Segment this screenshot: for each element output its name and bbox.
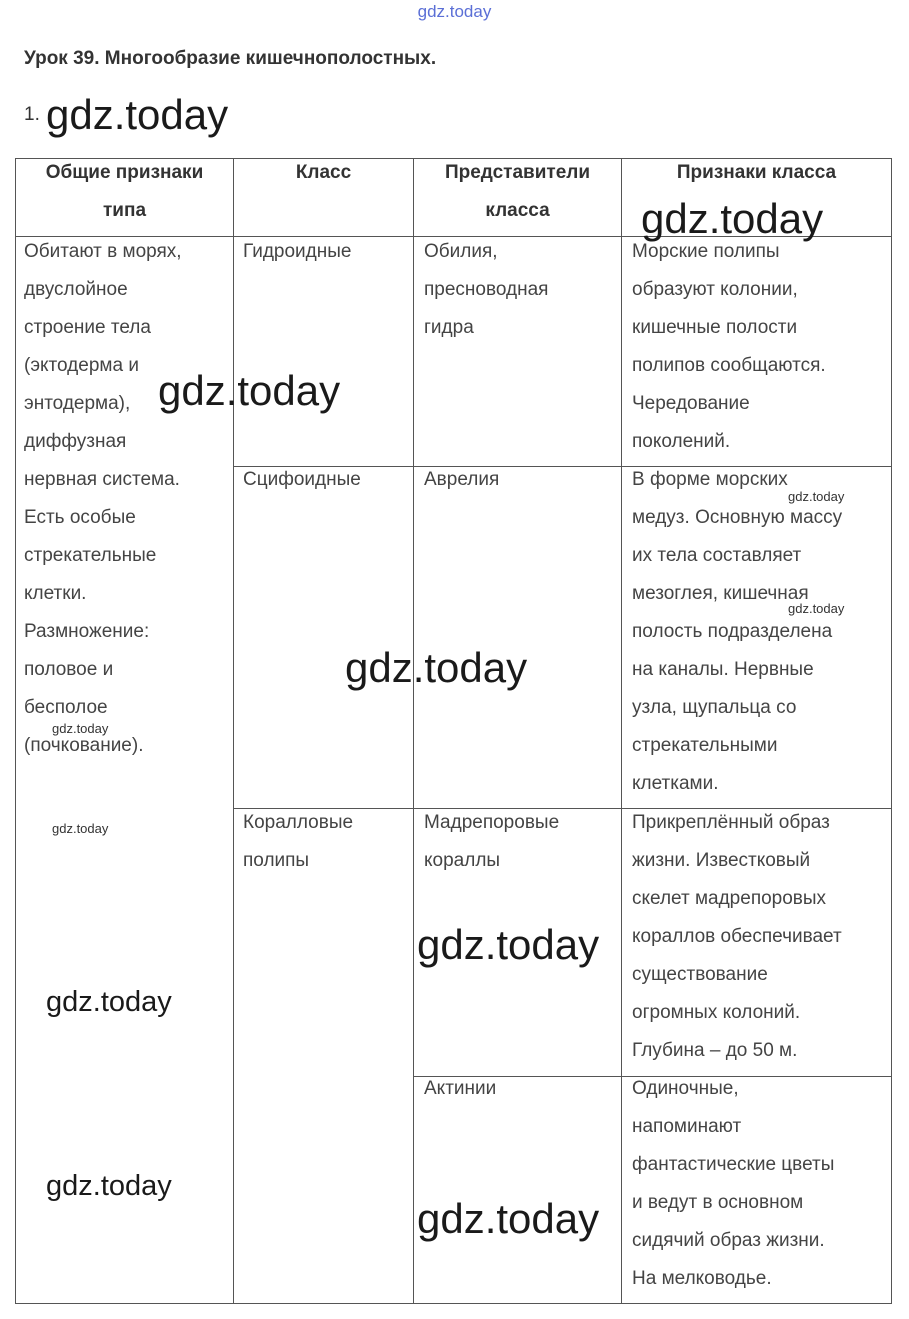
cell-class-scyphoid: Сцифоидные — [243, 469, 361, 490]
watermark-left-1: gdz.today — [46, 986, 172, 1018]
cell-features-madrepore: Прикреплённый образ жизни. Известковый скелет мадрепоровых кораллов обеспечивает существование огромных колоний. Глубина – до 50 м. — [632, 812, 842, 1061]
watermark-small-1: gdz.today — [788, 489, 845, 504]
header-class: Класс — [295, 162, 352, 183]
table-border-right — [891, 158, 892, 1304]
table-border-left — [15, 158, 16, 1304]
table-divider-3 — [621, 158, 622, 1304]
cell-features-scyphoid: В форме морских медуз. Основную массу их тела составляет мезоглея, кишечная полость подразделена на каналы. Нервные узла, щупальца со стрекательными клетками. — [632, 469, 843, 794]
cell-class-coral: Коралловые полипы — [243, 812, 354, 871]
watermark-small-3: gdz.today — [52, 721, 109, 736]
cell-features-actinia: Одиночные, напоминают фантастические цветы и ведут в основном сидячий образ жизни. На мелководье. — [632, 1078, 835, 1289]
watermark-left-2: gdz.today — [46, 1170, 172, 1202]
table-divider-1 — [233, 158, 234, 1304]
cell-representatives-hydroid: Обилия, пресноводная гидра — [424, 241, 549, 338]
watermark-task: gdz.today — [46, 91, 229, 138]
lesson-title: Урок 39. Многообразие кишечнополостных. — [24, 48, 437, 69]
cell-class-hydroid: Гидроидные — [243, 241, 352, 262]
cell-representatives-scyphoid: Аврелия — [424, 469, 500, 490]
header-general-features: Общие признаки типа — [45, 162, 204, 221]
table-border-bottom — [15, 1303, 892, 1304]
cell-representatives-madrepore: Мадрепоровые кораллы — [424, 812, 560, 871]
watermark-row2: gdz.today — [345, 644, 528, 691]
watermark-small-2: gdz.today — [788, 601, 845, 616]
header-representatives: Представители класса — [444, 162, 591, 221]
watermark-row1: gdz.today — [158, 367, 341, 414]
cell-general-features: Обитают в морях, двуслойное строение тела (эктодерма и энтодерма), диффузная нервная система. Есть особые стрекательные клетки. Размножение: половое и бесполое (почкование). — [24, 241, 182, 756]
watermark-top: gdz.today — [417, 2, 492, 21]
cell-representatives-actinia: Актинии — [424, 1078, 497, 1099]
watermark-small-4: gdz.today — [52, 821, 109, 836]
watermark-row4: gdz.today — [417, 1195, 600, 1242]
task-number: 1. — [24, 104, 40, 125]
watermark-header: gdz.today — [641, 195, 824, 242]
table-divider-2 — [413, 158, 414, 1304]
cell-features-hydroid: Морские полипы образуют колонии, кишечные полости полипов сообщаются. Чередование поколений. — [632, 241, 826, 452]
watermark-row3: gdz.today — [417, 921, 600, 968]
header-class-features: Признаки класса — [676, 162, 837, 183]
